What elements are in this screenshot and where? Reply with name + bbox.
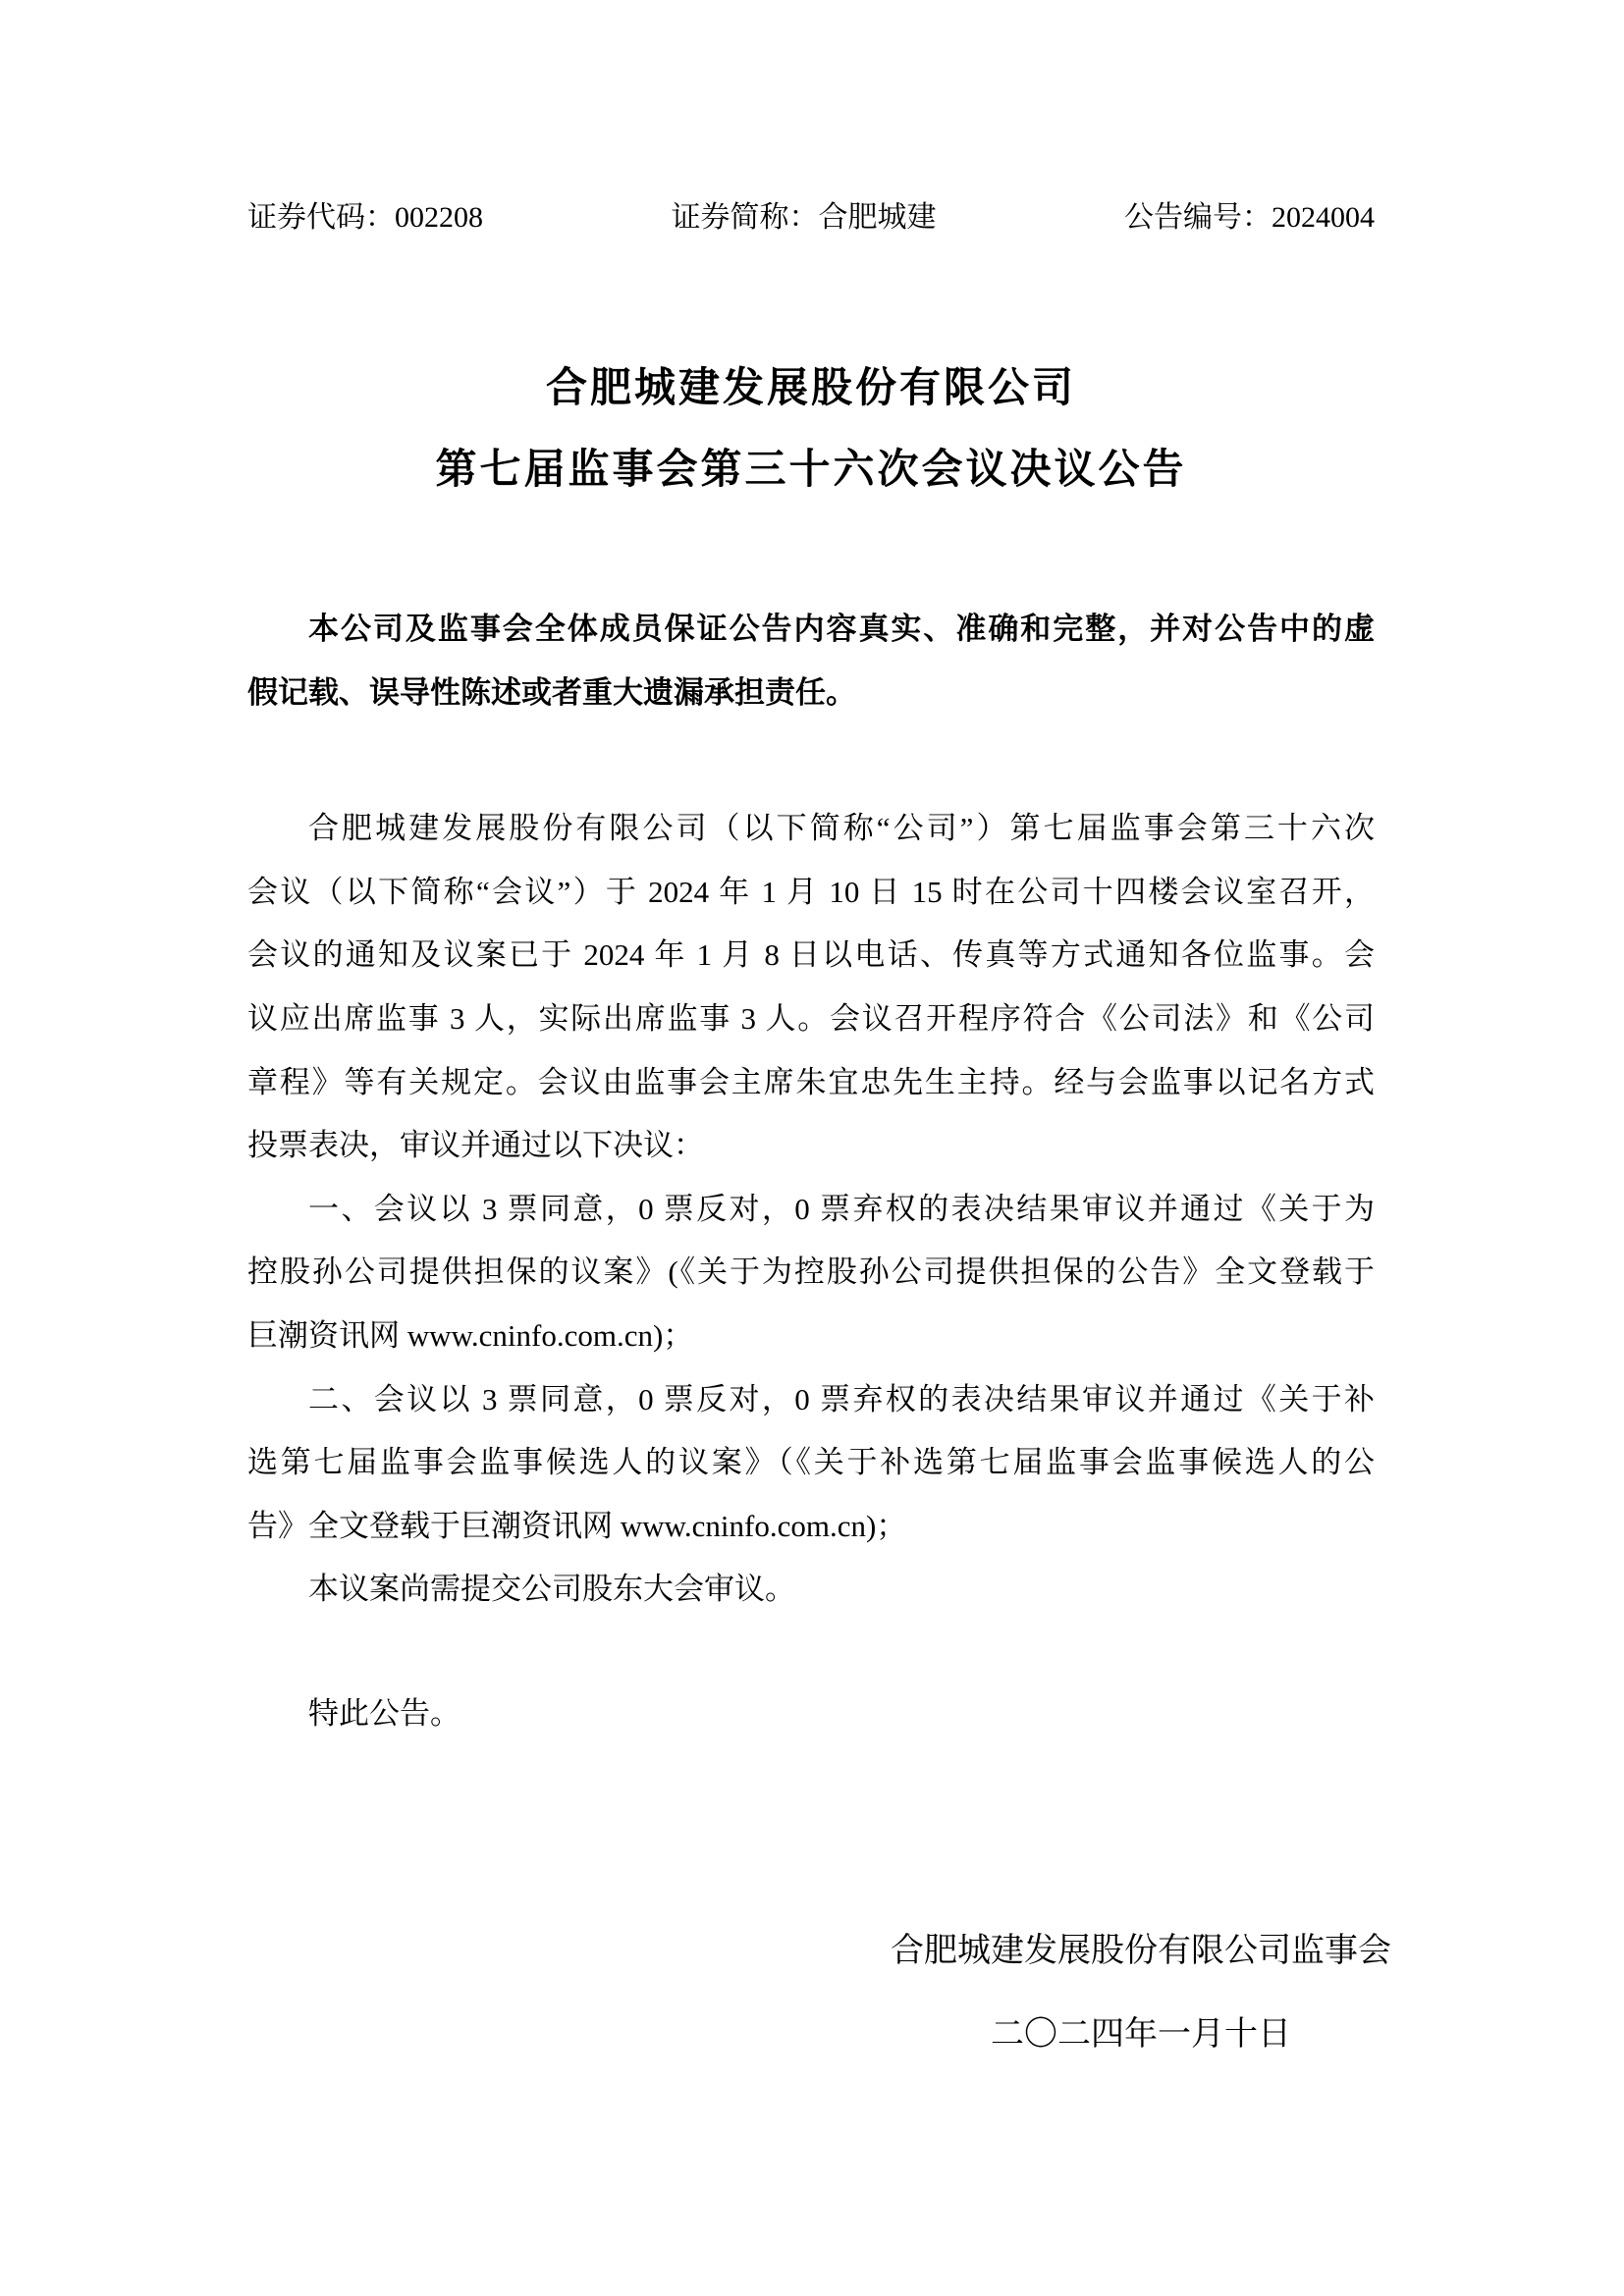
closing-line: 特此公告。 xyxy=(308,1695,460,1731)
body-line: 控股孙公司提供担保的议案》(《关于为控股孙公司提供担保的公告》全文登载于 xyxy=(247,1255,1375,1290)
document-header-row xyxy=(247,200,1375,236)
body-line: 投票表决，审议并通过以下决议： xyxy=(247,1128,704,1163)
notice-line: 本公司及监事会全体成员保证公告内容真实、准确和完整，并对公告中的虚 xyxy=(308,612,1375,646)
company-name-title: 合肥城建发展股份有限公司 xyxy=(545,366,1076,411)
body-line: 合肥城建发展股份有限公司（以下简称“公司”）第七届监事会第三十六次 xyxy=(308,811,1375,846)
body-line: 二、会议以 3 票同意，0 票反对，0 票弃权的表决结果审议并通过《关于补 xyxy=(308,1381,1375,1416)
meeting-body-paragraphs xyxy=(247,797,1375,1622)
stock-short-name-label: 证券简称：合肥城建 xyxy=(671,201,937,234)
meeting-resolution-title: 第七届监事会第三十六次会议决议公告 xyxy=(435,448,1187,493)
signature-date: 二〇二四年一月十日 xyxy=(991,2015,1291,2053)
body-line: 议应出席监事 3 人，实际出席监事 3 人。会议召开程序符合《公司法》和《公司 xyxy=(247,1000,1375,1036)
announcement-number-label: 公告编号：2024004 xyxy=(1124,201,1375,234)
notice-line: 假记载、误导性陈述或者重大遗漏承担责任。 xyxy=(247,674,856,710)
body-line: 巨潮资讯网 www.cninfo.com.cn)； xyxy=(247,1317,694,1353)
body-line: 会议（以下简称“会议”）于 2024 年 1 月 10 日 15 时在公司十四楼会议室召开， xyxy=(247,874,1375,909)
body-line: 章程》等有关规定。会议由监事会主席朱宜忠先生主持。经与会监事以记名方式 xyxy=(247,1064,1375,1099)
body-line: 一、会议以 3 票同意，0 票反对，0 票弃权的表决结果审议并通过《关于为 xyxy=(308,1191,1375,1226)
stock-code-label: 证券代码：002208 xyxy=(247,201,483,234)
truthfulness-notice-paragraph xyxy=(247,598,1375,724)
body-line: 选第七届监事会监事候选人的议案》（《关于补选第七届监事会监事候选人的公 xyxy=(247,1445,1375,1480)
body-line: 本议案尚需提交公司股东大会审议。 xyxy=(308,1572,795,1607)
signature-block xyxy=(891,1932,1391,2055)
body-line: 告》全文登载于巨潮资讯网 www.cninfo.com.cn)； xyxy=(247,1508,907,1543)
body-line: 会议的通知及议案已于 2024 年 1 月 8 日以电话、传真等方式通知各位监事。会 xyxy=(247,937,1375,973)
closing-statement xyxy=(247,1682,1375,1746)
document-content xyxy=(247,0,1391,2055)
signature-company-name: 合肥城建发展股份有限公司监事会 xyxy=(891,1932,1391,1969)
